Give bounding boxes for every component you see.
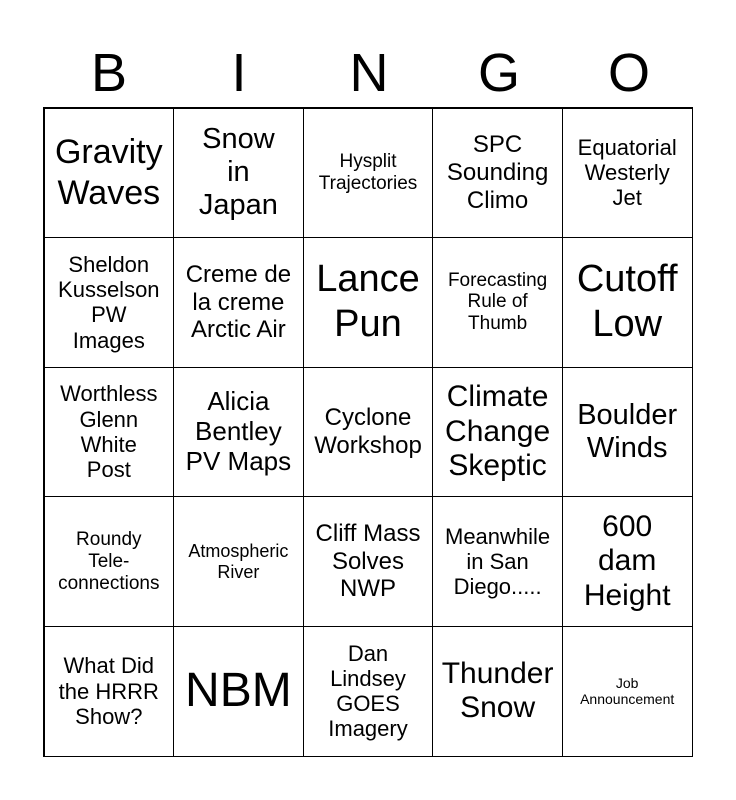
bingo-cell[interactable]: Cutoff Low — [562, 237, 693, 368]
bingo-cell[interactable]: Sheldon Kusselson PW Images — [44, 237, 175, 368]
bingo-cell[interactable]: Snow in Japan — [173, 108, 304, 239]
bingo-cell[interactable]: Cliff Mass Solves NWP — [303, 496, 434, 627]
bingo-cell[interactable]: NBM — [173, 626, 304, 757]
bingo-cell[interactable]: Worthless Glenn White Post — [44, 367, 175, 498]
bingo-cell[interactable]: 600 dam Height — [562, 496, 693, 627]
bingo-cell[interactable]: What Did the HRRR Show? — [44, 626, 175, 757]
header-letter-b: B — [90, 43, 128, 103]
bingo-cell[interactable]: Dan Lindsey GOES Imagery — [303, 626, 434, 757]
bingo-cell[interactable]: Lance Pun — [303, 237, 434, 368]
bingo-cell[interactable]: Hysplit Trajectories — [303, 108, 434, 239]
bingo-cell[interactable]: Roundy Tele- connections — [44, 496, 175, 627]
bingo-cell[interactable]: Atmospheric River — [173, 496, 304, 627]
bingo-cell[interactable]: Cyclone Workshop — [303, 367, 434, 498]
header-letter-o: O — [607, 43, 650, 103]
header-letter-g: G — [477, 43, 520, 103]
bingo-cell[interactable]: Gravity Waves — [44, 108, 175, 239]
bingo-cell[interactable]: Equatorial Westerly Jet — [562, 108, 693, 239]
bingo-cell[interactable]: Job Announcement — [562, 626, 693, 757]
bingo-cell[interactable]: Forecasting Rule of Thumb — [432, 237, 563, 368]
bingo-cell[interactable]: Thunder Snow — [432, 626, 563, 757]
bingo-cell[interactable]: Climate Change Skeptic — [432, 367, 563, 498]
bingo-cell[interactable]: SPC Sounding Climo — [432, 108, 563, 239]
header-letter-i: I — [231, 43, 247, 103]
bingo-cell[interactable]: Alicia Bentley PV Maps — [173, 367, 304, 498]
bingo-cell[interactable]: Creme de la creme Arctic Air — [173, 237, 304, 368]
bingo-cell[interactable]: Meanwhile in San Diego..... — [432, 496, 563, 627]
bingo-grid — [43, 107, 693, 757]
bingo-cell[interactable]: Boulder Winds — [562, 367, 693, 498]
bingo-header — [44, 40, 694, 106]
header-letter-n: N — [349, 43, 389, 103]
